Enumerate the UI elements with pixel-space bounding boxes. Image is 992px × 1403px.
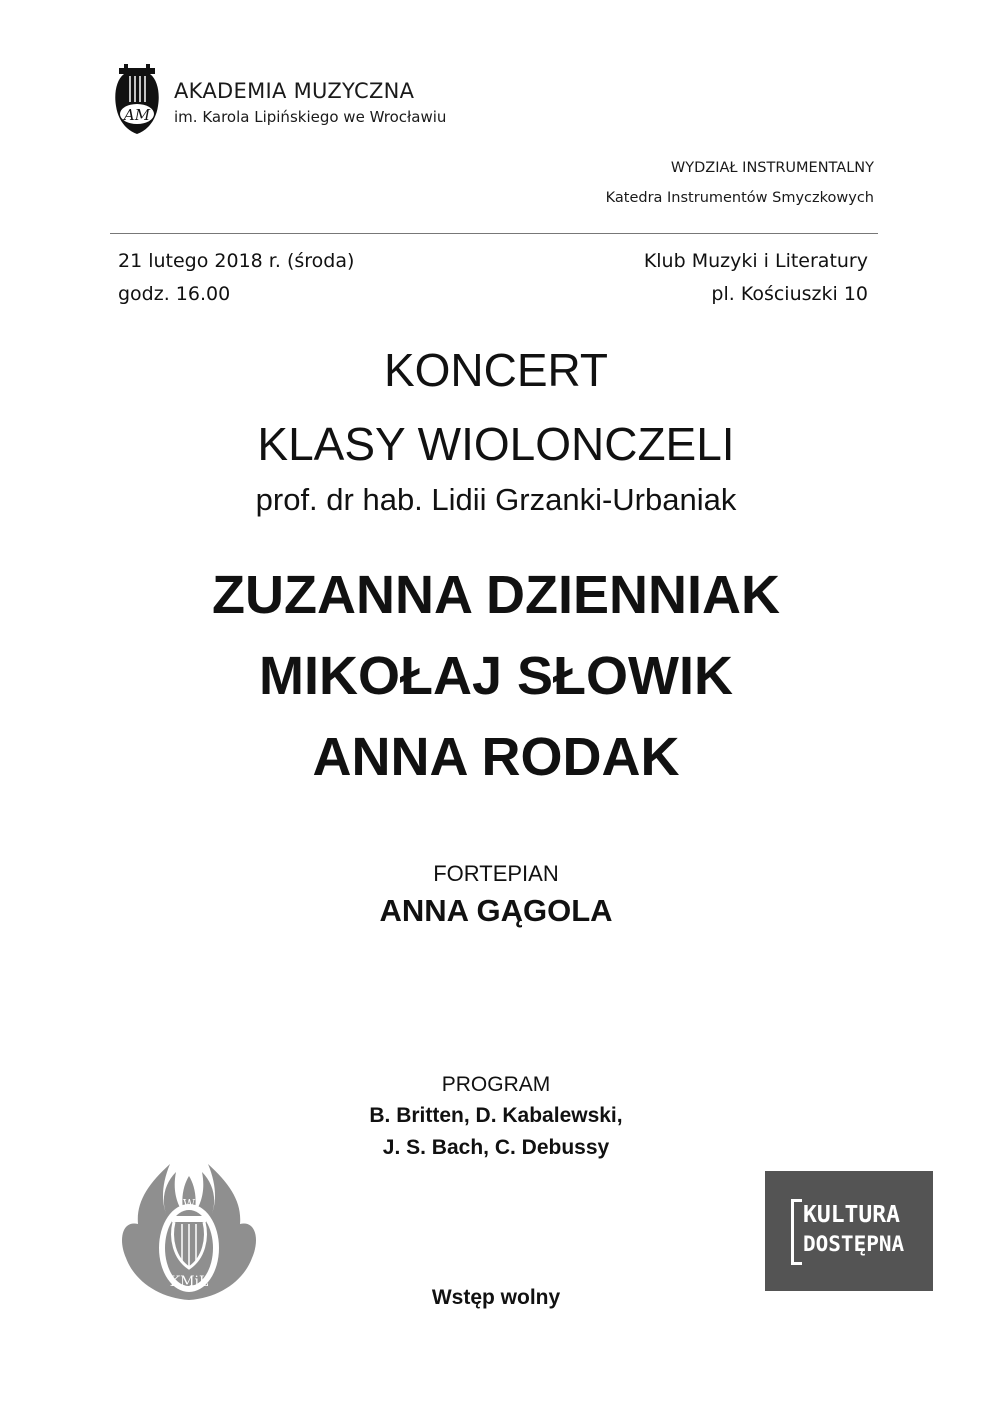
performer-name: ANNA RODAK — [312, 727, 680, 787]
event-time: godz. 16.00 — [118, 283, 231, 305]
program-composers-line-2: J. S. Bach, C. Debussy — [382, 1136, 610, 1159]
title-line-1: KONCERT — [383, 344, 609, 396]
piano-label: FORTEPIAN — [433, 861, 559, 886]
chair-name: Katedra Instrumentów Smyczkowych — [605, 190, 874, 206]
teacher-name: prof. dr hab. Lidii Grzanki-Urbaniak — [255, 482, 737, 517]
institution-subtitle: im. Karola Lipińskiego we Wrocławiu — [174, 108, 447, 126]
performer-name: ZUZANNA DZIENNIAK — [212, 565, 780, 625]
event-address: pl. Kościuszki 10 — [711, 283, 868, 305]
title-line-2: KLASY WIOLONCZELI — [257, 418, 735, 470]
kultura-dostepna-logo — [765, 1171, 933, 1291]
admission-note: Wstęp wolny — [431, 1286, 561, 1309]
pianist-name: ANNA GĄGOLA — [379, 893, 613, 928]
kultura-logo-line-2: DOSTĘPNA — [803, 1232, 905, 1256]
program-composers-line-1: B. Britten, D. Kabalewski, — [369, 1104, 623, 1127]
event-venue: Klub Muzyki i Literatury — [643, 250, 868, 272]
performer-name: MIKOŁAJ SŁOWIK — [259, 646, 733, 706]
kmil-club-logo — [118, 1162, 260, 1302]
kultura-logo-line-1: KULTURA — [803, 1202, 900, 1228]
kmil-logo-text: KMiL — [169, 1274, 209, 1290]
event-date: 21 lutego 2018 r. (środa) — [118, 250, 355, 272]
institution-name: AKADEMIA MUZYCZNA — [174, 79, 415, 103]
kmil-logo-letter: W — [182, 1197, 196, 1211]
header-divider — [110, 233, 878, 234]
program-label: PROGRAM — [441, 1073, 551, 1096]
department-name: WYDZIAŁ INSTRUMENTALNY — [670, 160, 874, 176]
logo-monogram: AM — [123, 106, 151, 124]
bracket-shape — [791, 1199, 802, 1265]
academy-lyre-logo — [110, 64, 164, 138]
